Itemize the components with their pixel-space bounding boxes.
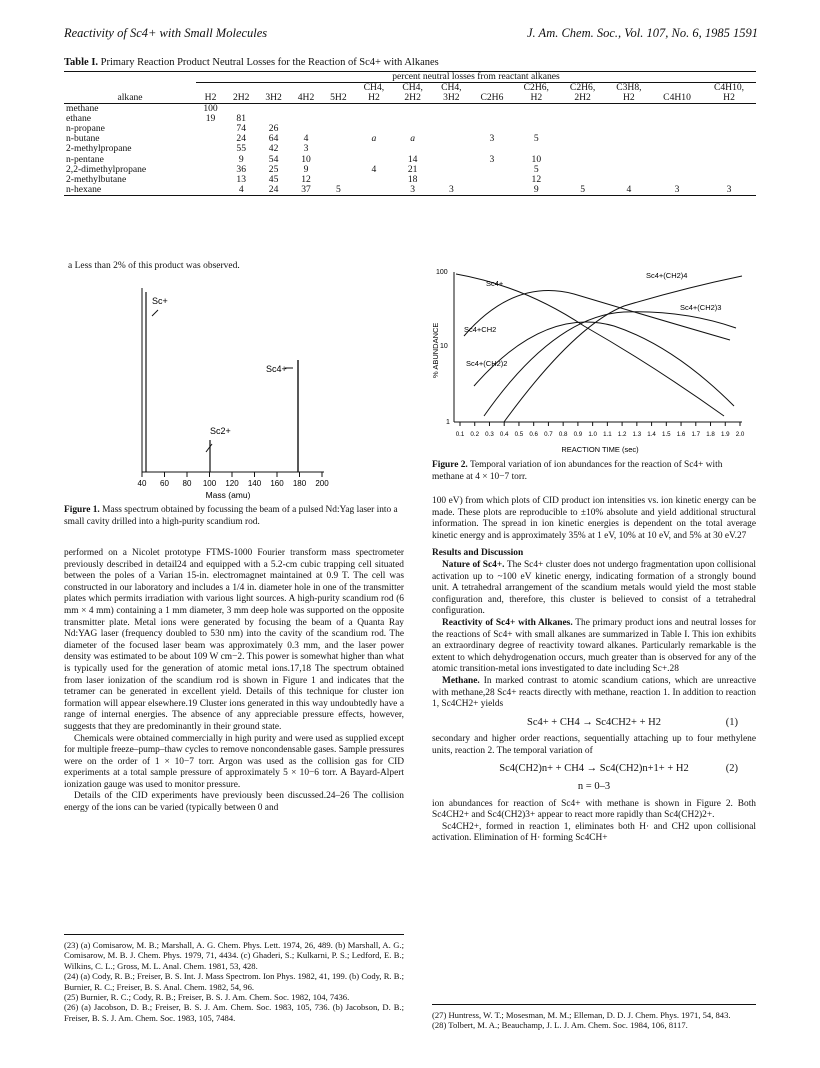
left-para-2: Chemicals were obtained commercially in high purity and were used as supplied except for multiple freeze–pump–thaw cycles to remove noncondensable gases. Sample pressures were on the order of 1 × 10−7 torr. Argon was used as the collision gas for CID experiments at a total sample pressure of approximately 5 × 10−6 torr. A Bayard-Alpert ionization gauge was used to monitor pressure. xyxy=(64,733,404,790)
text-reactivity: The primary product ions and neutral losses for the reactions of Sc4+ with small alkanes are summarized in Table I. This ion exhibits an extraordinary degree of reactivity toward alkanes. Particularly remarkable is the extent to which dehydrogenation occurs, much greater than is observed for any of the atomic transition-metal ions investigated to date including Sc+.28 xyxy=(432,617,756,675)
table-col-head2-2: 3H2 xyxy=(257,93,289,104)
table-col-head2-1: 2H2 xyxy=(225,93,257,104)
right-footnote-rule xyxy=(432,1004,756,1005)
fig2-tick-label: 1.7 xyxy=(691,431,701,438)
equation-2-text: Sc4(CH2)n+ + CH4 → Sc4(CH2)n+1+ + H2 xyxy=(499,763,689,775)
table-cell xyxy=(702,144,756,154)
figure2-plot xyxy=(424,266,754,466)
table-cell xyxy=(559,134,605,144)
table-cell: 5 xyxy=(559,185,605,196)
table-cell xyxy=(559,104,605,115)
table-body xyxy=(64,104,756,196)
table-cell: 4 xyxy=(371,163,377,175)
table-cell xyxy=(606,144,652,154)
table-cell xyxy=(432,155,471,165)
table-cell xyxy=(606,155,652,165)
table-cell: 3 xyxy=(393,185,432,196)
table-row xyxy=(64,134,756,144)
table-cell xyxy=(196,155,225,165)
left-column xyxy=(64,548,404,815)
table-cell-alkane: 2-methylbutane xyxy=(66,173,127,185)
table-cell xyxy=(559,144,605,154)
fig2-tick-label: 1.4 xyxy=(647,431,656,438)
table-cell xyxy=(432,134,471,144)
table-cell-alkane: n-butane xyxy=(66,133,100,145)
table-col-head2-4: 5H2 xyxy=(322,93,354,104)
fig2-label-sc4ch2-4: Sc4+(CH2)4 xyxy=(646,271,688,280)
table-cell xyxy=(471,175,513,185)
table-cell xyxy=(559,155,605,165)
table-cell: 3 xyxy=(432,185,471,196)
fig1-tick-label: 120 xyxy=(225,479,239,488)
table-cell-alkane: methane xyxy=(66,103,99,115)
table-cell xyxy=(559,165,605,175)
table-group-header: percent neutral losses from reactant alkanes xyxy=(196,72,756,83)
table-row xyxy=(64,114,756,124)
table-cell xyxy=(322,134,354,144)
fig2-tick-label: 1.5 xyxy=(662,431,671,438)
table-col-head2-13: H2 xyxy=(702,93,756,104)
fig2-label-sc4ch2-3: Sc4+(CH2)3 xyxy=(680,303,722,312)
section-heading: Results and Discussion xyxy=(432,548,524,559)
fig1-x-ticks xyxy=(138,472,330,488)
table-cell xyxy=(471,185,513,196)
table-cell: 42 xyxy=(268,143,279,155)
table-cell: 24 xyxy=(257,185,289,196)
table-cell xyxy=(322,144,354,154)
table-cell xyxy=(290,114,322,124)
table-cell xyxy=(196,185,225,196)
figure1-caption-label: Figure 1. xyxy=(64,505,100,515)
heading-nature: Nature of Sc4+. xyxy=(442,559,505,570)
table-cell: 9 xyxy=(238,153,244,165)
table-cell: 5 xyxy=(322,185,354,196)
table-cell: 3 xyxy=(702,185,756,196)
running-header-right: J. Am. Chem. Soc., Vol. 107, No. 6, 1985 1591 xyxy=(526,26,758,40)
table-neutral-losses xyxy=(64,71,756,196)
fig2-ytick-10: 10 xyxy=(440,343,448,350)
table-cell: 24 xyxy=(236,133,246,145)
fig1-tick-label: 140 xyxy=(247,479,262,488)
fig2-tick-label: 0.6 xyxy=(529,431,538,438)
table-cell: 10 xyxy=(531,153,542,165)
table-cell xyxy=(196,165,225,175)
right-para-5: ion abundances for reaction of Sc4+ with methane is shown in Figure 2. Both Sc4CH2+ and Sc4(CH2)3+ appear to react more rapidly than Sc4(CH2)2+. xyxy=(432,798,756,821)
fig2-tick-label: 1.1 xyxy=(603,431,612,438)
fig2-curve-sc4 xyxy=(456,274,724,416)
equation-2-number: (2) xyxy=(725,763,738,775)
fig1-xlabel: Mass (amu) xyxy=(205,490,251,500)
right-para-6: Sc4CH2+, formed in reaction 1, eliminates both H· and CH2 upon collisional activation. Elimination of H· forming Sc4CH+ xyxy=(432,821,756,844)
table-cell xyxy=(432,124,471,134)
table-cell xyxy=(471,165,513,175)
fig1-tick-label: 60 xyxy=(160,479,169,488)
table-cell xyxy=(652,134,702,144)
right-para-2 xyxy=(432,618,756,676)
fig2-ytick-100: 100 xyxy=(436,269,448,276)
table-cell xyxy=(652,165,702,175)
table-cell xyxy=(702,124,756,134)
table-col-head2-12: C4H10 xyxy=(652,93,702,104)
table-cell xyxy=(513,144,559,154)
ref-28: (28) Tolbert, M. A.; Beauchamp, J. L. J. Am. Chem. Soc. 1984, 106, 8117. xyxy=(432,1020,688,1031)
fig1-label-sc: Sc+ xyxy=(152,296,168,306)
figure1-caption-text: Mass spectrum obtained by focussing the beam of a pulsed Nd:Yag laser into a small cavity drilled into a high-purity scandium rod. xyxy=(64,505,398,527)
table-cell: 4 xyxy=(303,133,309,145)
fig1-tick-label: 80 xyxy=(182,479,192,488)
table-cell: a xyxy=(371,133,377,145)
fig1-label-sc2: Sc2+ xyxy=(210,426,231,436)
table-cell xyxy=(393,144,432,154)
right-para-3 xyxy=(432,676,756,711)
table-cell xyxy=(196,144,225,154)
table-cell xyxy=(702,104,756,115)
figure2-caption xyxy=(432,460,756,483)
table-cell xyxy=(432,165,471,175)
left-footnote-rule xyxy=(64,934,404,935)
table-cell: 25 xyxy=(268,163,279,175)
table-cell: 54 xyxy=(268,153,279,165)
table-cell: 4 xyxy=(225,185,257,196)
right-para-0: 100 eV) from which plots of CID product ion intensities vs. ion kinetic energy can be made. These plots are reproducible to ±10% absolute and yield additional structural information. The spread in ion kinetic energies is dependent on the total average kinetic energy and is approximately 35% at 1 eV, 10% at 10 eV, and 5% at 30 eV.27 xyxy=(432,496,756,541)
table-cell-alkane: n-pentane xyxy=(66,153,104,165)
table-col-head2-10: 2H2 xyxy=(559,93,605,104)
table-cell xyxy=(432,114,471,124)
fig1-tick-label: 180 xyxy=(292,479,307,488)
fig2-curve-sc4ch2-2 xyxy=(474,322,734,406)
table-cell: 9 xyxy=(303,163,309,175)
table-cell-alkane: 2-methylpropane xyxy=(66,143,132,155)
table-cell xyxy=(471,114,513,124)
fig2-label-sc4: Sc4+ xyxy=(486,279,504,288)
text-nature: The Sc4+ cluster does not undergo fragmentation upon collisional activation up to ~100 eV kinetic energy, indicating formation of a strongly bound unit. A tetrahedral arrangement of the scandium metals would yield the most stable configuration and, therefore, this cluster is believed to consist of a tetrahedral configuration. xyxy=(432,559,756,617)
table-col-head2-5: H2 xyxy=(355,93,394,104)
table-cell xyxy=(652,124,702,134)
ref-23: (23) (a) Comisarow, M. B.; Marshall, A. G. Chem. Phys. Lett. 1974, 26, 489. (b) Marshall, A. G.; Comisarow, M. B. J. Chem. Phys. 1979, 71, 4434. (c) Ghaderi, S.; Kulkarni, P. S.; Ledford, E. B.; Wilkins, C. L.; Gross, M. L. Anal. Chem. 1981, 53, 428. xyxy=(64,940,404,971)
table-cell xyxy=(322,155,354,165)
table-col-head1-13: C4H10, xyxy=(713,82,745,94)
table-cell xyxy=(471,144,513,154)
fig1-tick-label: 200 xyxy=(315,479,329,488)
fig2-tick-label: 0.8 xyxy=(558,431,568,438)
equation-1-text: Sc4+ + CH4 → Sc4CH2+ + H2 xyxy=(527,716,661,728)
table-col-head1-7: CH4, xyxy=(441,82,462,94)
ref-26: (26) (a) Jacobson, D. B.; Freiser, B. S. J. Am. Chem. Soc. 1983, 105, 736. (b) Jacobson, D. B.; Freiser, B. S. J. Am. Chem. Soc. 1983, 105, 7484. xyxy=(64,1002,404,1023)
table-cell xyxy=(257,104,289,115)
table-col-head1-10: C2H6, xyxy=(569,82,596,94)
table-footnote: a Less than 2% of this product was observed. xyxy=(68,261,240,271)
table-cell: 14 xyxy=(407,153,418,165)
text-methane: In marked contrast to atomic scandium cations, which are unreactive with methane,28 Sc4+ reacts directly with methane, reaction 1. In addition to reaction 1, Sc4CH2+ yields xyxy=(432,675,757,710)
table-cell xyxy=(290,104,322,115)
table-cell xyxy=(393,104,432,115)
right-references xyxy=(432,1010,756,1031)
fig2-x-ticks xyxy=(456,422,745,438)
table-cell: 12 xyxy=(531,173,542,185)
table-cell-alkane: n-propane xyxy=(66,123,105,135)
table-cell xyxy=(702,155,756,165)
table-cell xyxy=(196,175,225,185)
table-cell-alkane: n-hexane xyxy=(64,185,196,196)
ref-24: (24) (a) Cody, R. B.; Freiser, B. S. Int. J. Mass Spectrom. Ion Phys. 1982, 41, 199. (b) Cody, R. B.; Burnier, R. C.; Freiser, B. S. Anal. Chem. 1982, 54, 96. xyxy=(64,971,404,992)
fig1-tick-label: 160 xyxy=(270,479,284,488)
table-cell xyxy=(393,114,432,124)
fig2-tick-label: 0.5 xyxy=(514,431,524,438)
table-cell: 45 xyxy=(268,173,279,185)
table-cell xyxy=(355,175,394,185)
fig2-tick-label: 1.9 xyxy=(720,431,730,438)
table-cell xyxy=(432,104,471,115)
table-cell xyxy=(513,104,559,115)
table-cell xyxy=(559,114,605,124)
table-cell: 10 xyxy=(301,153,311,165)
figure2-caption-label: Figure 2. xyxy=(432,460,468,470)
fig2-curve-sc4ch2 xyxy=(464,291,730,340)
table-col-head1-6: CH4, xyxy=(402,82,423,94)
table-caption-label: Table I. xyxy=(64,57,99,68)
table-cell: 55 xyxy=(236,143,246,155)
table-cell: 5 xyxy=(533,163,539,175)
table-cell: 13 xyxy=(236,173,246,185)
table-cell: 4 xyxy=(606,185,652,196)
equation-2-condition: n = 0–3 xyxy=(577,781,611,793)
table-cell-alkane: ethane xyxy=(66,113,92,125)
fig2-tick-label: 0.1 xyxy=(455,431,465,438)
table-cell xyxy=(196,134,225,144)
running-header-left: Reactivity of Sc4+ with Small Molecules xyxy=(64,26,268,40)
table-cell: a xyxy=(410,133,416,145)
figure2-caption-text: Temporal variation of ion abundances for the reaction of Sc4+ with methane at 4 × 10−7 torr. xyxy=(432,460,723,482)
table-cell xyxy=(355,185,394,196)
table-cell xyxy=(606,114,652,124)
table-cell: 18 xyxy=(407,173,418,185)
equation-1 xyxy=(432,717,756,729)
table-cell xyxy=(355,104,394,115)
table-cell: 26 xyxy=(268,123,279,135)
table-row xyxy=(64,104,756,115)
fig1-arrow-sc xyxy=(152,310,158,316)
table-cell: 100 xyxy=(203,103,218,115)
fig2-xlabel: REACTION TIME (sec) xyxy=(561,445,639,454)
table-col-head2-11: H2 xyxy=(606,93,652,104)
fig1-tick-label: 40 xyxy=(137,479,147,488)
table-cell: 5 xyxy=(533,133,539,145)
left-references xyxy=(64,940,404,1023)
right-column xyxy=(432,496,756,845)
table-cell xyxy=(606,134,652,144)
fig2-tick-label: 0.9 xyxy=(573,431,583,438)
table-cell xyxy=(471,104,513,115)
table-cell xyxy=(513,114,559,124)
table-cell xyxy=(355,144,394,154)
table-header-row-2 xyxy=(64,93,756,104)
right-para-4: secondary and higher order reactions, sequentially attaching up to four methylene units, reaction 2. The temporal variation of xyxy=(432,734,756,756)
fig2-label-sc4ch2: Sc4+CH2 xyxy=(464,325,497,334)
table-cell xyxy=(652,114,702,124)
fig2-tick-label: 1.0 xyxy=(588,431,597,438)
table-cell xyxy=(702,134,756,144)
table-cell xyxy=(322,114,354,124)
table-cell: 3 xyxy=(303,143,309,155)
fig1-label-sc4: Sc4+ xyxy=(266,364,287,374)
fig2-tick-label: 0.4 xyxy=(499,431,509,438)
equation-1-number: (1) xyxy=(725,716,738,728)
table-cell xyxy=(322,124,354,134)
table-caption-text: Primary Reaction Product Neutral Losses for the Reaction of Sc4+ with Alkanes xyxy=(100,57,439,68)
fig2-tick-label: 1.2 xyxy=(617,431,627,438)
ref-25: (25) Burnier, R. C.; Cody, R. B.; Freiser, B. S. J. Am. Chem. Soc. 1982, 104, 7436. xyxy=(64,992,350,1003)
fig2-tick-label: 1.3 xyxy=(632,431,642,438)
fig2-label-sc4ch2-2: Sc4+(CH2)2 xyxy=(466,359,508,368)
heading-reactivity: Reactivity of Sc4+ with Alkanes. xyxy=(442,617,573,628)
table-cell xyxy=(559,124,605,134)
table-row xyxy=(64,185,756,196)
fig2-tick-label: 0.2 xyxy=(470,431,480,438)
table-cell xyxy=(702,165,756,175)
table-col-head2-9: H2 xyxy=(513,93,559,104)
table-cell: 64 xyxy=(268,133,279,145)
table-cell xyxy=(606,104,652,115)
table-cell: 36 xyxy=(236,163,246,175)
table-cell xyxy=(355,114,394,124)
table-cell-alkane: 2,2-dimethylpropane xyxy=(66,163,147,175)
table-caption xyxy=(64,57,439,68)
table-col-head2-3: 4H2 xyxy=(290,93,322,104)
table-col-alkane: alkane xyxy=(64,93,196,104)
table-cell xyxy=(702,114,756,124)
table-cell: 9 xyxy=(513,185,559,196)
table-cell: 21 xyxy=(407,163,418,175)
right-para-1 xyxy=(432,560,756,618)
table-col-head1-9: C2H6, xyxy=(523,82,549,94)
equation-2 xyxy=(432,763,756,775)
table-col-head2-0: H2 xyxy=(196,93,225,104)
table-col-head1-5: CH4, xyxy=(363,82,385,94)
fig2-tick-label: 1.6 xyxy=(676,431,686,438)
table-cell: 12 xyxy=(301,173,311,185)
fig2-curve-sc4ch2-3 xyxy=(484,312,736,416)
left-para-3: Details of the CID experiments have previously been discussed.24–26 The collision energy of the ions can be varied (typically between 0 and xyxy=(64,791,404,814)
table-cell: 19 xyxy=(205,113,216,125)
table-cell: 74 xyxy=(236,123,246,135)
fig2-tick-label: 0.7 xyxy=(544,431,553,438)
table-cell: 37 xyxy=(290,185,322,196)
fig1-tick-label: 100 xyxy=(202,479,217,488)
fig2-ylabel: % ABUNDANCE xyxy=(431,322,440,378)
table-cell xyxy=(432,144,471,154)
table-cell: 3 xyxy=(489,133,495,145)
table-cell xyxy=(606,165,652,175)
table-col-head2-8: C2H6 xyxy=(471,93,513,104)
table-cell xyxy=(652,144,702,154)
fig2-tick-label: 1.8 xyxy=(706,431,715,438)
fig1-arrow-sc2 xyxy=(206,444,212,452)
table-cell xyxy=(196,124,225,134)
table-cell xyxy=(652,104,702,115)
table-cell xyxy=(652,155,702,165)
table-col-head2-7: 3H2 xyxy=(432,93,471,104)
figure1-caption xyxy=(64,505,404,528)
table-cell: 81 xyxy=(236,113,246,125)
table-cell xyxy=(322,104,354,115)
table-cell xyxy=(606,124,652,134)
ref-27: (27) Huntress, W. T.; Mosesman, M. M.; Elleman, D. D. J. Chem. Phys. 1971, 54, 843. xyxy=(432,1010,731,1020)
table-cell: 3 xyxy=(489,153,495,165)
table-cell: 3 xyxy=(652,185,702,196)
fig2-ytick-1: 1 xyxy=(446,419,450,426)
heading-methane: Methane. xyxy=(442,675,480,686)
table-row xyxy=(64,144,756,154)
fig2-tick-label: 2.0 xyxy=(735,431,745,438)
table-col-head2-6: 2H2 xyxy=(393,93,432,104)
figure1-mass-spectrum xyxy=(128,284,338,504)
left-para-1: performed on a Nicolet prototype FTMS-1000 Fourier transform mass spectrometer previously described in detail24 and equipped with a 5.2-cm cubic trapping cell situated between the poles of a Varian 15-in. electromagnet maintained at 0.9 T. The cell was constructed in our laboratory and includes a 1/4 in. diameter hole in one of the transmitter plates which permits irradiation with various light sources. A high-purity scandium rod (6 mm × 4 mm) containing a 1 mm diameter, 3 mm deep hole was supported on the opposite transmitter plate. Metal ions were generated by focusing the beam of a Quanta Ray Nd:YAG laser (frequency doubled to 530 nm) into the cavity of the scandium rod. The diameter of the focused laser beam was approximately 0.3 mm, and the laser power density was estimated to be about 109 W cm−2. This power is somewhat higher than what is typically used for the generation of atomic metal ions.17,18 The spectrum obtained from laser ionization of the scandium rod is shown in Figure 1 and indicates that the tetramer can be generated in excellent yield. Details of this technique for cluster ion formation will appear elsewhere.19 Cluster ions generated in this way undoubtedly have a range of internal energies. The absence of any appreciable pressure effects, however, suggests that they are predominantly in their ground state. xyxy=(64,548,404,732)
fig2-tick-label: 0.3 xyxy=(485,431,494,438)
table-cell xyxy=(322,165,354,175)
table-col-head1-11: C3H8, xyxy=(616,82,642,94)
